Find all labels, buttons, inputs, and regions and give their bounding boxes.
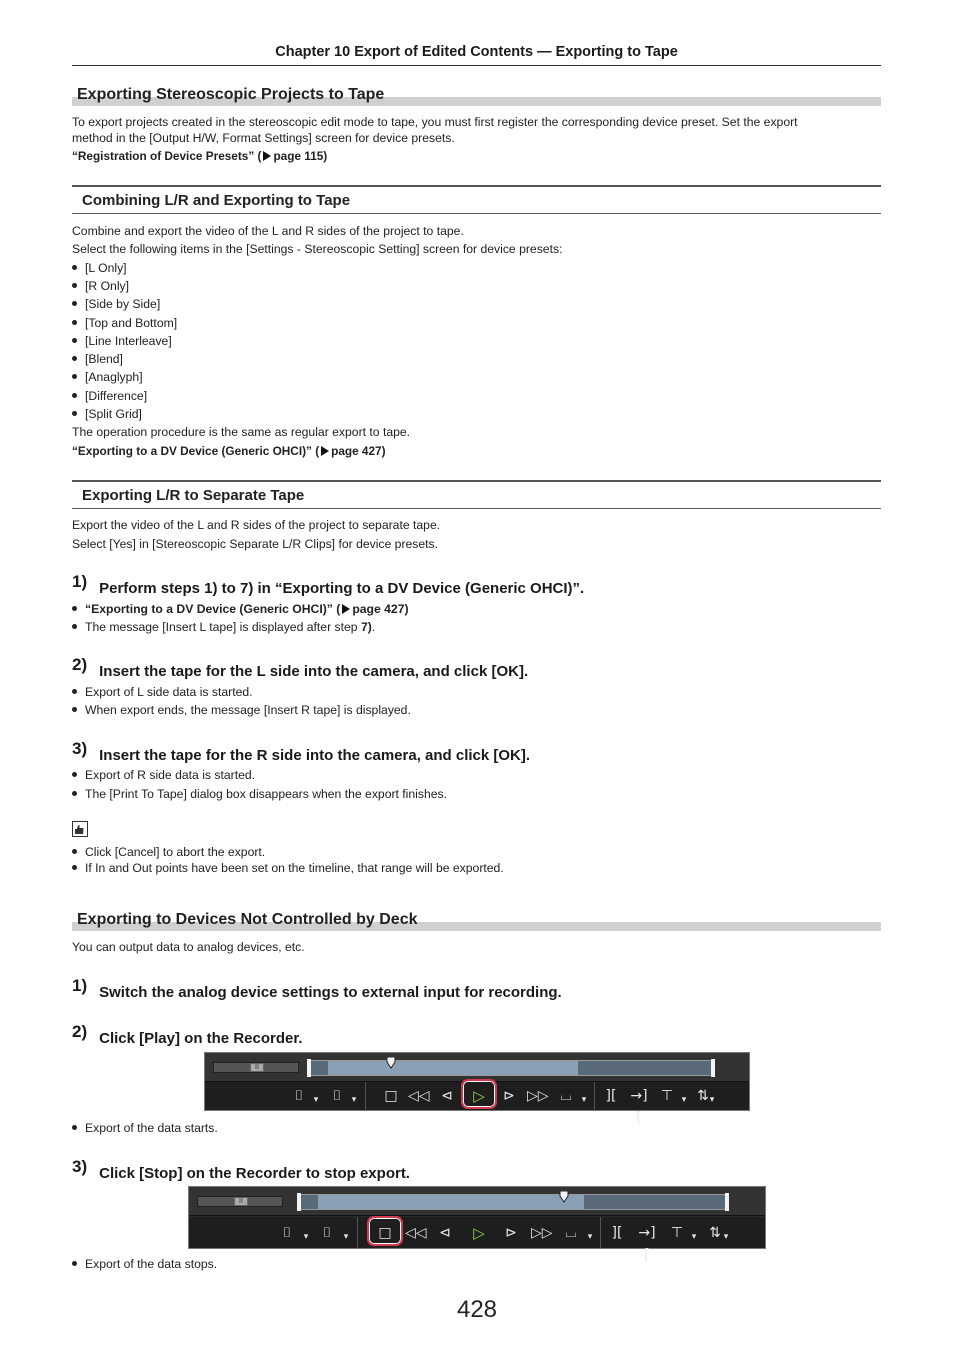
split-icon: ⊤ bbox=[670, 1225, 684, 1241]
step-heading: 3) Insert the tape for the R side into the camera, and click [OK]. bbox=[72, 739, 531, 764]
position-bar[interactable] bbox=[307, 1060, 715, 1076]
note-icon bbox=[72, 821, 88, 837]
set-out-icon: →][ bbox=[638, 1225, 656, 1263]
out-point-icon[interactable]: ⌷ bbox=[322, 1225, 332, 1241]
page-number: 428 bbox=[456, 1296, 498, 1323]
rewind-icon: ◁◁ bbox=[405, 1225, 427, 1241]
play-icon: ▷ bbox=[473, 1224, 485, 1242]
dropdown-icon[interactable]: ▾ bbox=[723, 1232, 729, 1242]
step-back-button[interactable] bbox=[437, 1085, 457, 1107]
dropdown-icon[interactable]: ▾ bbox=[343, 1232, 349, 1242]
paragraph: Export the video of the L and R sides of the project to separate tape. bbox=[72, 518, 441, 532]
split-icon: ⊤ bbox=[660, 1088, 674, 1104]
loop-button[interactable] bbox=[556, 1085, 576, 1107]
set-out-icon: →][ bbox=[630, 1088, 648, 1126]
paragraph: The operation procedure is the same as regular export to tape. bbox=[72, 425, 411, 439]
step-heading: 2) Click [Play] on the Recorder. bbox=[72, 1022, 303, 1047]
split-button[interactable] bbox=[667, 1222, 687, 1244]
split-button[interactable] bbox=[657, 1085, 677, 1107]
cross-reference-link[interactable]: “Registration of Device Presets” ( page 115) bbox=[72, 149, 328, 163]
list-item: [Split Grid] bbox=[72, 406, 142, 422]
paragraph: Select the following items in the [Settings - Stereoscopic Setting] screen for device presets: bbox=[72, 242, 563, 256]
sync-icon: ⇅ bbox=[709, 1225, 721, 1241]
section-title: Exporting Stereoscopic Projects to Tape bbox=[77, 86, 385, 103]
step-forward-icon: ⊳ bbox=[505, 1225, 517, 1241]
paragraph: To export projects created in the stereoscopic edit mode to tape, you must first register the corresponding device preset. Set the export bbox=[72, 115, 798, 129]
paragraph: Combine and export the video of the L and R sides of the project to tape. bbox=[72, 224, 464, 238]
paragraph: method in the [Output H/W, Format Settings] screen for device presets. bbox=[72, 131, 455, 145]
step-heading: 3) Click [Stop] on the Recorder to stop export. bbox=[72, 1157, 410, 1182]
cross-reference-link[interactable]: “Exporting to a DV Device (Generic OHCI)” ( page 427) bbox=[72, 601, 409, 617]
recorder-toolbar bbox=[204, 1052, 750, 1126]
section-title: Exporting to Devices Not Controlled by Deck bbox=[77, 911, 418, 928]
in-point-icon[interactable]: ⌷ bbox=[294, 1088, 304, 1104]
section-heading-stereo bbox=[72, 86, 881, 106]
step-heading: 2) Insert the tape for the L side into the camera, and click [OK]. bbox=[72, 655, 529, 680]
fast-forward-icon: ▷▷ bbox=[531, 1225, 553, 1241]
step-back-icon: ⊲ bbox=[441, 1088, 453, 1104]
list-item: [Line Interleave] bbox=[72, 333, 172, 349]
rewind-icon: ◁◁ bbox=[408, 1088, 430, 1104]
list-item: The message [Insert L tape] is displayed after step 7). bbox=[72, 619, 375, 635]
step-back-button[interactable] bbox=[435, 1222, 455, 1244]
dropdown-icon[interactable]: ▾ bbox=[587, 1232, 593, 1242]
cross-reference-link[interactable]: “Exporting to a DV Device (Generic OHCI)” ( page 427) bbox=[72, 444, 386, 458]
rewind-button[interactable] bbox=[408, 1085, 428, 1107]
section-heading-nodeck bbox=[72, 911, 881, 931]
list-item: The [Print To Tape] dialog box disappears when the export finishes. bbox=[72, 786, 447, 802]
subsection-title: Combining L/R and Exporting to Tape bbox=[82, 192, 351, 209]
step-forward-button[interactable] bbox=[501, 1222, 521, 1244]
page-arrow-icon bbox=[321, 446, 329, 456]
paragraph: Select [Yes] in [Stereoscopic Separate L/R Clips] for device presets. bbox=[72, 537, 439, 551]
step-heading: 1) Switch the analog device settings to external input for recording. bbox=[72, 976, 562, 1001]
subsection-heading-separate bbox=[72, 480, 881, 509]
list-item: Export of L side data is started. bbox=[72, 684, 253, 700]
in-point-icon[interactable]: ⌷ bbox=[282, 1225, 292, 1241]
dropdown-icon[interactable]: ▾ bbox=[681, 1095, 687, 1105]
rewind-button[interactable] bbox=[405, 1222, 425, 1244]
playhead-icon[interactable] bbox=[559, 1191, 569, 1203]
recorder-toolbar bbox=[188, 1186, 766, 1263]
position-bar[interactable] bbox=[297, 1194, 729, 1210]
set-in-icon: ][ bbox=[611, 1225, 623, 1241]
fast-forward-icon: ▷▷ bbox=[527, 1088, 549, 1104]
list-item: [Top and Bottom] bbox=[72, 315, 177, 331]
out-point-icon[interactable]: ⌷ bbox=[332, 1088, 342, 1104]
step-forward-button[interactable] bbox=[499, 1085, 519, 1107]
list-item: Click [Cancel] to abort the export. bbox=[72, 844, 265, 860]
list-item: [Blend] bbox=[72, 351, 123, 367]
highlight-ring bbox=[461, 1079, 497, 1109]
stop-button[interactable] bbox=[381, 1085, 401, 1107]
shuttle-slider[interactable]: II bbox=[197, 1196, 283, 1207]
chapter-header: Chapter 10 Export of Edited Contents — Exporting to Tape bbox=[72, 44, 881, 66]
list-item: Export of the data starts. bbox=[72, 1120, 218, 1136]
playhead-icon[interactable] bbox=[386, 1057, 396, 1069]
loop-icon: ⌴ bbox=[565, 1225, 577, 1241]
fast-forward-button[interactable] bbox=[527, 1085, 547, 1107]
set-in-button[interactable] bbox=[601, 1085, 621, 1107]
list-item: [Difference] bbox=[72, 388, 147, 404]
loop-icon: ⌴ bbox=[560, 1088, 572, 1104]
list-item: When export ends, the message [Insert R tape] is displayed. bbox=[72, 702, 411, 718]
list-item: If In and Out points have been set on the timeline, that range will be exported. bbox=[72, 860, 504, 876]
dropdown-icon[interactable]: ▾ bbox=[581, 1095, 587, 1105]
sync-icon: ⇅ bbox=[697, 1088, 709, 1104]
dropdown-icon[interactable]: ▾ bbox=[691, 1232, 697, 1242]
step-back-icon: ⊲ bbox=[439, 1225, 451, 1241]
list-item: [R Only] bbox=[72, 278, 129, 294]
set-in-icon: ][ bbox=[605, 1088, 617, 1104]
paragraph: You can output data to analog devices, etc. bbox=[72, 940, 305, 954]
list-item: [L Only] bbox=[72, 260, 127, 276]
set-in-button[interactable] bbox=[607, 1222, 627, 1244]
highlight-ring bbox=[367, 1216, 403, 1246]
step-heading: 1) Perform steps 1) to 7) in “Exporting to a DV Device (Generic OHCI)”. bbox=[72, 572, 585, 597]
stop-icon: □ bbox=[384, 1088, 398, 1104]
loop-button[interactable] bbox=[561, 1222, 581, 1244]
set-out-button[interactable] bbox=[637, 1222, 657, 1263]
list-item: [Side by Side] bbox=[72, 296, 160, 312]
subsection-title: Exporting L/R to Separate Tape bbox=[82, 487, 305, 504]
dropdown-icon[interactable]: ▾ bbox=[303, 1232, 309, 1242]
list-item: Export of R side data is started. bbox=[72, 767, 255, 783]
dropdown-icon[interactable]: ▾ bbox=[313, 1095, 319, 1105]
page-arrow-icon bbox=[342, 604, 350, 614]
step-forward-icon: ⊳ bbox=[503, 1088, 515, 1104]
play-button[interactable] bbox=[469, 1222, 489, 1244]
dropdown-icon[interactable]: ▾ bbox=[351, 1095, 357, 1105]
page-arrow-icon bbox=[263, 151, 271, 161]
play-icon: ▷ bbox=[473, 1087, 485, 1105]
shuttle-slider[interactable]: II bbox=[213, 1062, 299, 1073]
dropdown-icon[interactable]: ▾ bbox=[709, 1095, 715, 1105]
set-out-button[interactable] bbox=[629, 1085, 649, 1126]
subsection-heading-combine bbox=[72, 185, 881, 214]
list-item: Export of the data stops. bbox=[72, 1256, 217, 1272]
fast-forward-button[interactable] bbox=[531, 1222, 551, 1244]
stop-icon: □ bbox=[378, 1225, 392, 1241]
list-item: [Anaglyph] bbox=[72, 369, 143, 385]
